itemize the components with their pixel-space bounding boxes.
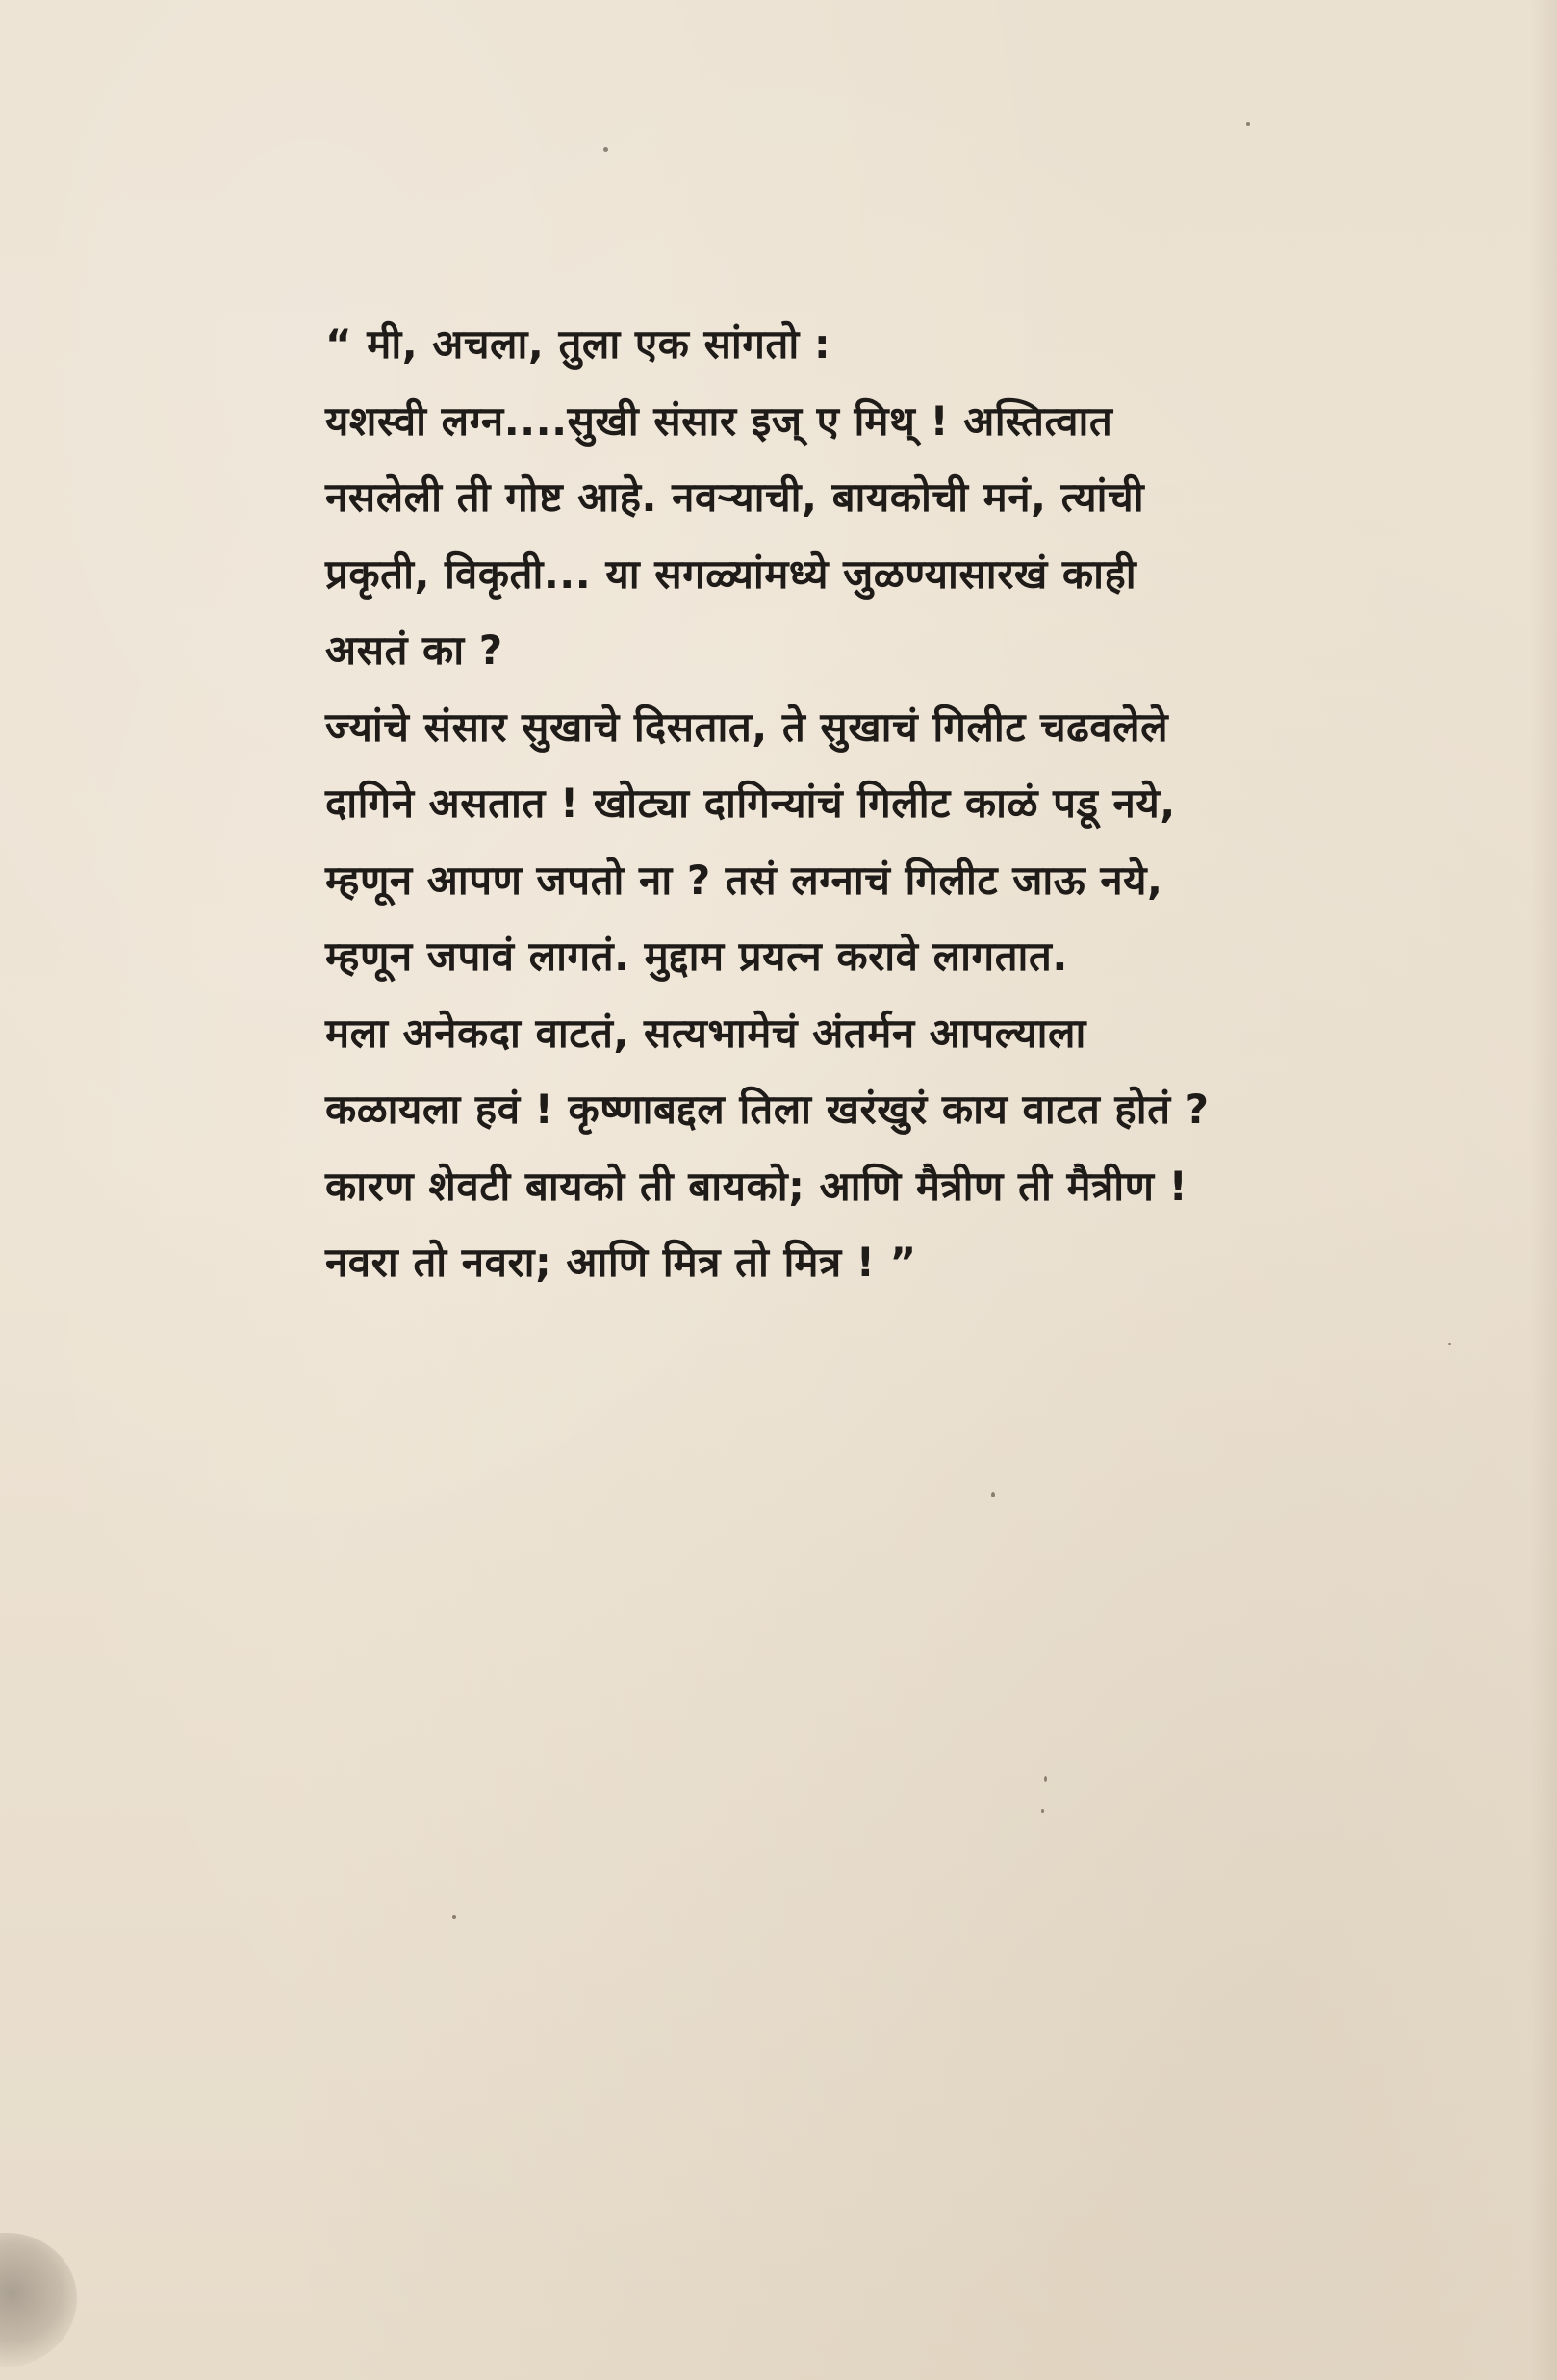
paper-speck xyxy=(1041,1809,1044,1813)
passage-line: ज्यांचे संसार सुखाचे दिसतात, ते सुखाचं गिलीट चढवलेले xyxy=(325,703,1169,751)
paper-speck xyxy=(991,1492,995,1497)
passage-line: नवरा तो नवरा; आणि मित्र तो मित्र ! ” xyxy=(325,1239,917,1286)
passage-line: असतं का ? xyxy=(325,627,503,674)
passage-line: कळायला हवं ! कृष्णाबद्दल तिला खरंखुरं काय वाटत होतं ? xyxy=(325,1086,1210,1133)
passage-line: “ मी, अचला, तुला एक सांगतो : xyxy=(325,320,831,368)
paper-speck xyxy=(452,1915,456,1919)
paper-speck xyxy=(1448,1343,1451,1345)
passage-line: यशस्वी लग्न....सुखी संसार इज् ए मिथ् ! अस्तित्वात xyxy=(325,397,1113,445)
passage-line: म्हणून जपावं लागतं. मुद्दाम प्रयत्न करावे लागतात. xyxy=(325,933,1068,980)
paper-speck xyxy=(1246,122,1250,126)
paper-speck xyxy=(603,147,608,152)
passage-line: नसलेली ती गोष्ट आहे. नवऱ्याची, बायकोची मनं, त्यांची xyxy=(325,473,1145,521)
quoted-passage xyxy=(325,306,1316,1301)
page-edge-shadow xyxy=(1530,0,1557,2380)
water-stain xyxy=(0,2233,77,2367)
paper-speck xyxy=(1044,1776,1047,1782)
passage-line: दागिने असतात ! खोट्या दागिन्यांचं गिलीट काळं पडू नये, xyxy=(325,780,1176,827)
passage-line: म्हणून आपण जपतो ना ? तसं लग्नाचं गिलीट जाऊ नये, xyxy=(325,856,1163,904)
passage-line: प्रकृती, विकृती... या सगळ्यांमध्ये जुळण्यासारखं काही xyxy=(325,550,1137,598)
passage-line: मला अनेकदा वाटतं, सत्यभामेचं अंतर्मन आपल्याला xyxy=(325,1009,1086,1057)
passage-line: कारण शेवटी बायको ती बायको; आणि मैत्रीण ती मैत्रीण ! xyxy=(325,1162,1188,1210)
